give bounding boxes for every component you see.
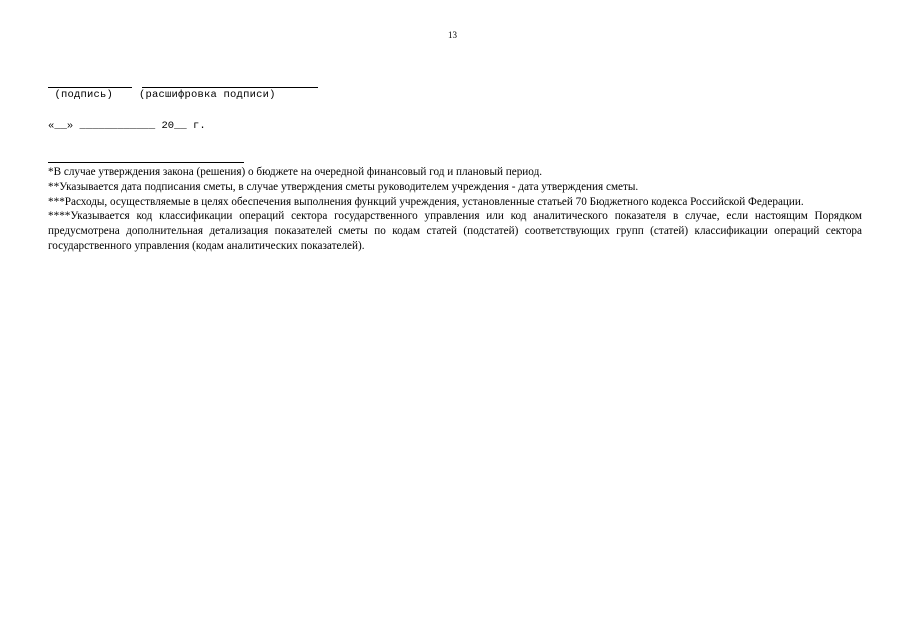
signature-transcript-line (142, 87, 318, 88)
date-year-blank: __ (174, 120, 187, 132)
date-month-blank: ____________ (79, 120, 156, 132)
signature-captions (48, 89, 276, 101)
footnote-4: ****Указывается код классификации операций сектора государственного управления или код аналитического показателя в случае, если настоящим Порядком предусмотрена дополнительная детализация показателей сметы по кодам статей (подстатей) соответствующих групп (статей) классификации операций сектора государственного управления (кодам аналитических показателей). (48, 210, 862, 252)
footnote-separator (48, 162, 244, 163)
signature-transcript-caption: (расшифровка подписи) (139, 89, 276, 101)
page-number: 13 (448, 30, 457, 40)
footnotes (48, 165, 862, 254)
footnote-2: **Указывается дата подписания сметы, в случае утверждения сметы руководителем учреждения - дата утверждения сметы. (48, 180, 639, 193)
date-year-suffix: г. (193, 120, 206, 132)
date-year-prefix: 20 (161, 120, 175, 132)
signature-line (48, 87, 132, 88)
date-open-quote: « (48, 120, 55, 132)
date-close-quote: » (66, 120, 74, 132)
signature-caption: (подпись) (54, 89, 114, 101)
date-day-blank: __ (54, 120, 67, 132)
footnote-1: *В случае утверждения закона (решения) о бюджете на очередной финансовый год и плановый период. (48, 166, 543, 178)
footnote-3: ***Расходы, осуществляемые в целях обеспечения выполнения функций учреждения, установленные статьей 70 Бюджетного кодекса Российской Федерации. (48, 195, 804, 208)
date-line (48, 120, 206, 132)
